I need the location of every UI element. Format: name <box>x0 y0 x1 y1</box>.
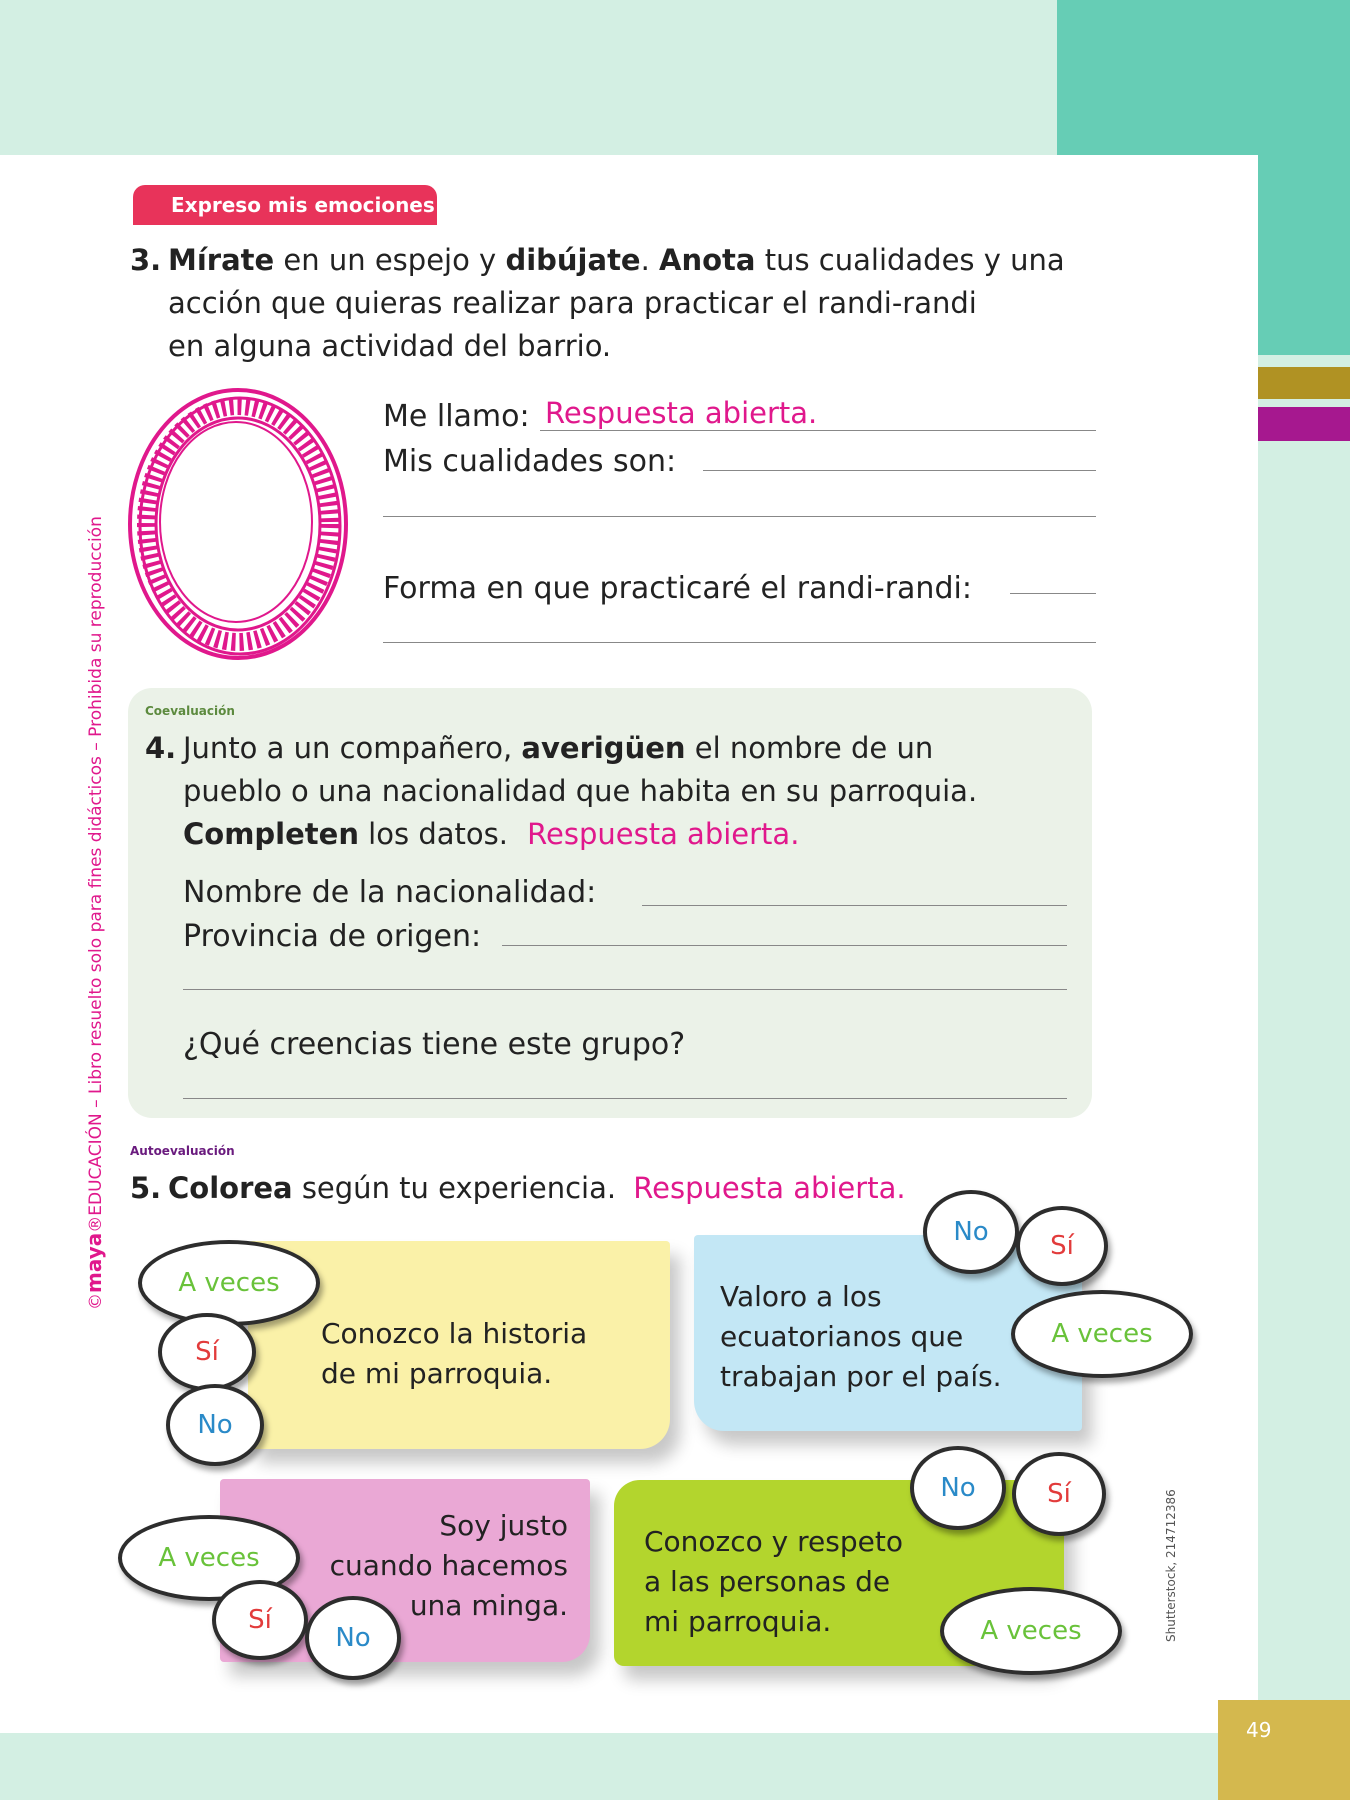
note-fair-minga: Soy justo cuando hacemos una minga. <box>220 1479 590 1662</box>
olive-stripe <box>1258 367 1350 399</box>
copyright-symbol: © <box>86 1293 106 1310</box>
practice-label: Forma en que practicaré el randi-randi: <box>383 571 972 606</box>
nationality-label: Nombre de la nacionalidad: <box>183 875 597 910</box>
province-line-2[interactable] <box>183 989 1067 990</box>
beliefs-label: ¿Qué creencias tiene este grupo? <box>183 1027 686 1062</box>
qualities-line-1[interactable] <box>703 470 1096 471</box>
coevaluation-label: Coevaluación <box>145 704 235 718</box>
province-label: Provincia de origen: <box>183 919 482 954</box>
note3-option-si[interactable]: Sí <box>212 1580 308 1660</box>
photo-credit: Shutterstock, 214712386 <box>1164 1489 1178 1642</box>
item3-line1: Mírate en un espejo y dibújate. Anota tus cualidades y una <box>168 243 1065 277</box>
name-line[interactable] <box>540 430 1096 431</box>
item4-line2: pueblo o una nacionalidad que habita en su parroquia. <box>183 774 978 808</box>
name-label: Me llamo: <box>383 399 530 434</box>
item4-line3: Completen los datos. Respuesta abierta. <box>183 817 800 851</box>
item3-instructions <box>130 239 1108 368</box>
item4-number: 4. <box>145 731 177 765</box>
note-value-workers: Valoro a los ecuatorianos que trabajan por el país. <box>694 1235 1082 1431</box>
practice-line-2[interactable] <box>383 642 1096 643</box>
item3-line2: acción que quieras realizar para practicar el randi-randi <box>168 286 977 320</box>
right-mint-band <box>1258 355 1350 1735</box>
item5-answer: Respuesta abierta. <box>633 1171 906 1205</box>
note-history: Conozco la historia de mi parroquia. <box>248 1241 670 1449</box>
section-tag: Expreso mis emociones <box>133 185 437 225</box>
magenta-stripe <box>1258 407 1350 441</box>
item5-number: 5. <box>130 1171 162 1205</box>
note3-option-no[interactable]: No <box>305 1596 401 1680</box>
qualities-line-2[interactable] <box>383 516 1096 517</box>
nationality-line[interactable] <box>642 905 1067 906</box>
note1-option-a-veces[interactable]: A veces <box>138 1240 320 1326</box>
beliefs-line[interactable] <box>183 1098 1067 1099</box>
item3-line3: en alguna actividad del barrio. <box>168 329 612 363</box>
province-line-1[interactable] <box>502 945 1067 946</box>
autoevaluation-label: Autoevaluación <box>130 1144 235 1158</box>
item5-instructions: 5. Colorea según tu experiencia. Respuesta abierta. <box>168 1167 1068 1210</box>
item4-line1: Junto a un compañero, averigüen el nombre de un <box>183 731 934 765</box>
note2-option-no[interactable]: No <box>923 1190 1019 1274</box>
note2-option-si[interactable]: Sí <box>1016 1206 1108 1286</box>
qualities-label: Mis cualidades son: <box>383 444 677 479</box>
note2-option-a-veces[interactable]: A veces <box>1011 1290 1193 1378</box>
item4-answer: Respuesta abierta. <box>527 817 800 851</box>
bottom-band <box>0 1733 1350 1800</box>
note1-option-si[interactable]: Sí <box>158 1313 256 1391</box>
practice-line-1[interactable] <box>1010 593 1096 594</box>
item4-instructions <box>145 727 1083 856</box>
note4-option-a-veces[interactable]: A veces <box>940 1587 1122 1675</box>
item3-number: 3. <box>130 243 162 277</box>
side-credit-text: EDUCACIÓN – Libro resuelto solo para fines didácticos – Prohibida su reproducción <box>86 516 106 1216</box>
note-respect-people: Conozco y respeto a las personas de mi parroquia. <box>614 1480 1064 1666</box>
page-number: 49 <box>1218 1700 1350 1800</box>
side-credit <box>82 516 106 1310</box>
note3-option-a-veces[interactable]: A veces <box>118 1515 300 1601</box>
registered-symbol: ® <box>86 1215 106 1233</box>
note4-option-no[interactable]: No <box>910 1446 1006 1530</box>
note4-option-si[interactable]: Sí <box>1012 1452 1106 1536</box>
note1-option-no[interactable]: No <box>166 1384 264 1466</box>
maya-logo: maya <box>82 1232 106 1293</box>
mirror-frame-icon[interactable] <box>118 378 358 670</box>
item3-answer: Respuesta abierta. <box>545 396 818 430</box>
